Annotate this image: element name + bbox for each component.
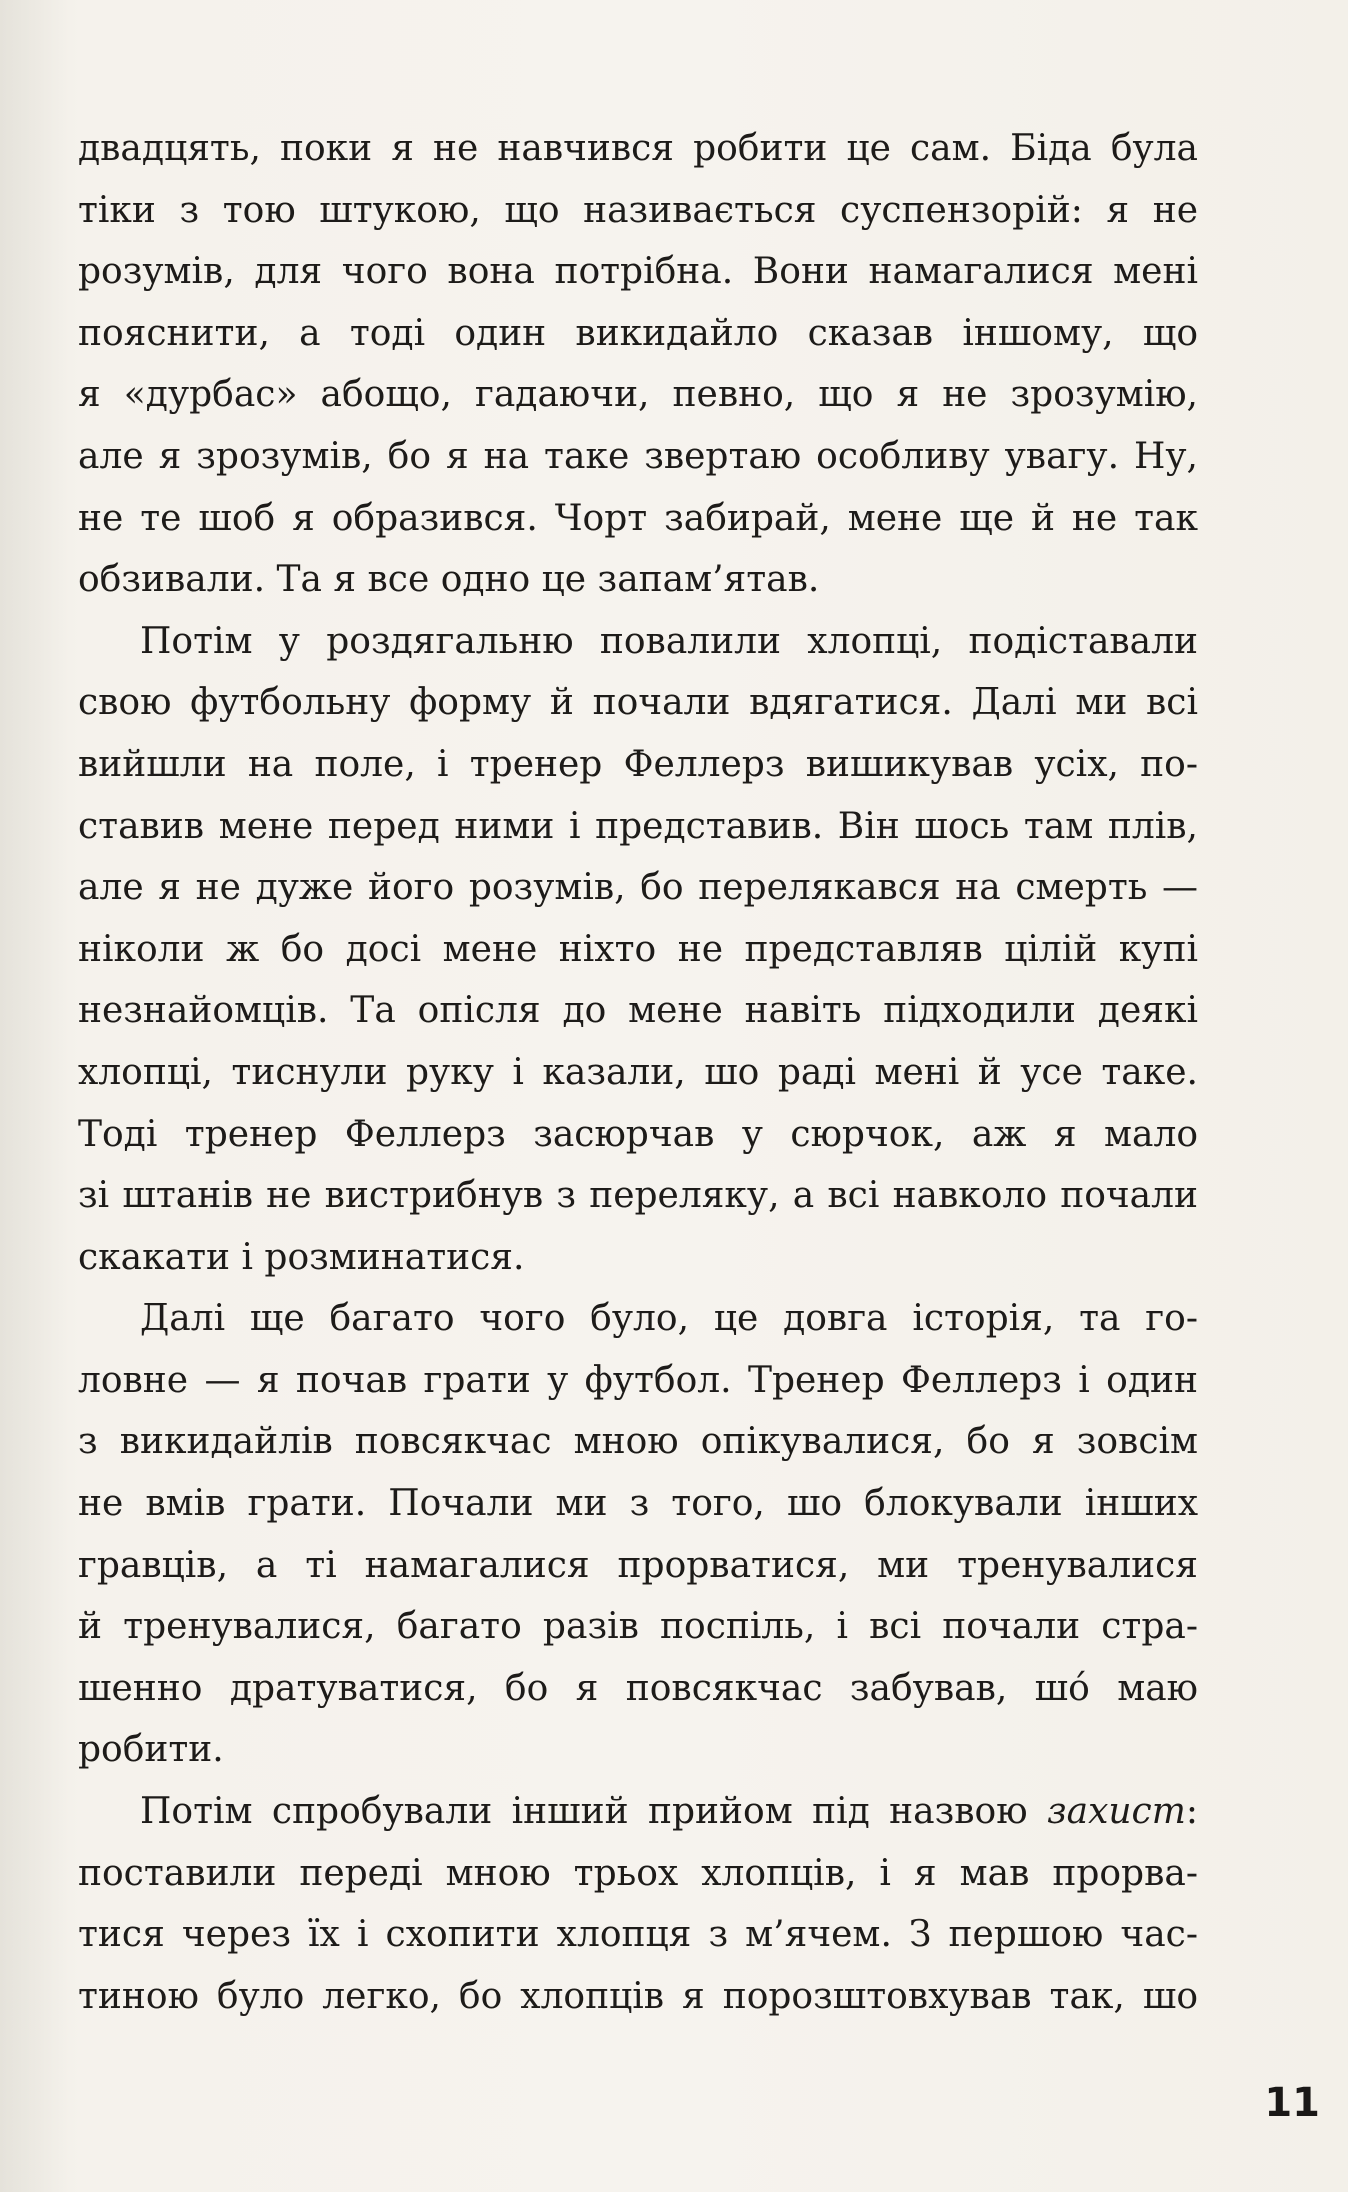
text-line: ставив мене перед ними і представив. Він шось там плів, — [78, 805, 1198, 847]
paragraph-1 — [78, 118, 1198, 611]
text-line: ніколи ж бо досі мене ніхто не представляв цілій купі — [78, 928, 1198, 970]
text-line: свою футбольну форму й почали вдягатися. Далі ми всі — [78, 682, 1198, 724]
text-line: скакати і розминатися. — [78, 1236, 525, 1278]
text-line: не вмів грати. Почали ми з того, шо блокували інших — [78, 1483, 1198, 1525]
text-line: тися через їх і схопити хлопця з м’ячем. З першою час- — [78, 1914, 1198, 1956]
emphasized-term: захист — [1046, 1791, 1186, 1833]
text-line: тіки з тою штукою, що називається суспензорій: я не — [78, 189, 1198, 231]
paragraph-4 — [78, 1781, 1198, 2027]
text-line: з викидайлів повсякчас мною опікувалися, бо я зовсім — [78, 1421, 1198, 1463]
text-line: але я не дуже його розумів, бо перелякався на смерть — — [78, 867, 1198, 909]
text-line: гравців, а ті намагалися прорватися, ми тренувалися — [78, 1544, 1198, 1586]
text-line: тиною було легко, бо хлопців я порозштовхував так, шо — [78, 1975, 1198, 2017]
text-line-with-emphasis: Потім спробували інший прийом під назвою захист: — [140, 1791, 1198, 1833]
paragraph-2 — [78, 611, 1198, 1289]
text-line: не те шоб я образився. Чорт забирай, мене ще й не так — [78, 497, 1198, 539]
text-line: ловне — я почав грати у футбол. Тренер Феллерз і один — [78, 1359, 1198, 1401]
text-line: зі штанів не вистрибнув з переляку, а всі навколо почали — [78, 1175, 1198, 1217]
paragraph-3 — [78, 1288, 1198, 1781]
text-line: обзивали. Та я все одно це запам’ятав. — [78, 559, 820, 601]
text-line: пояснити, а тоді один викидайло сказав іншому, що — [78, 312, 1198, 354]
text-line: шенно дратуватися, бо я повсякчас забував, шо́ маю — [78, 1667, 1198, 1709]
text-line: незнайомців. Та опісля до мене навіть підходили деякі — [78, 990, 1198, 1032]
text-line: хлопці, тиснули руку і казали, шо раді мені й усе таке. — [78, 1051, 1198, 1093]
text-line: Тоді тренер Феллерз засюрчав у сюрчок, аж я мало — [78, 1113, 1198, 1155]
gutter-shadow — [0, 0, 70, 2192]
text-line: Потім у роздягальню повалили хлопці, подіставали — [140, 620, 1198, 662]
text-line: але я зрозумів, бо я на таке звертаю особливу увагу. Ну, — [78, 435, 1198, 477]
text-line: розумів, для чого вона потрібна. Вони намагалися мені — [78, 251, 1198, 293]
body-text — [78, 118, 1198, 2027]
text-line: двадцять, поки я не навчився робити це сам. Біда була — [78, 128, 1198, 169]
text-line: Далі ще багато чого було, це довга історія, та го- — [140, 1298, 1198, 1340]
text-line: й тренувалися, багато разів поспіль, і всі почали стра- — [78, 1606, 1198, 1648]
text-run: Потім спробували інший прийом під назвою — [140, 1791, 1028, 1833]
page-number: 11 — [1264, 2080, 1320, 2126]
text-line: вийшли на поле, і тренер Феллерз вишикував усіх, по- — [78, 743, 1198, 785]
text-line: робити. — [78, 1729, 224, 1771]
text-line: поставили переді мною трьох хлопців, і я мав прорва- — [78, 1852, 1198, 1894]
text-line: я «дурбас» абощо, гадаючи, певно, що я не зрозумію, — [78, 374, 1198, 416]
